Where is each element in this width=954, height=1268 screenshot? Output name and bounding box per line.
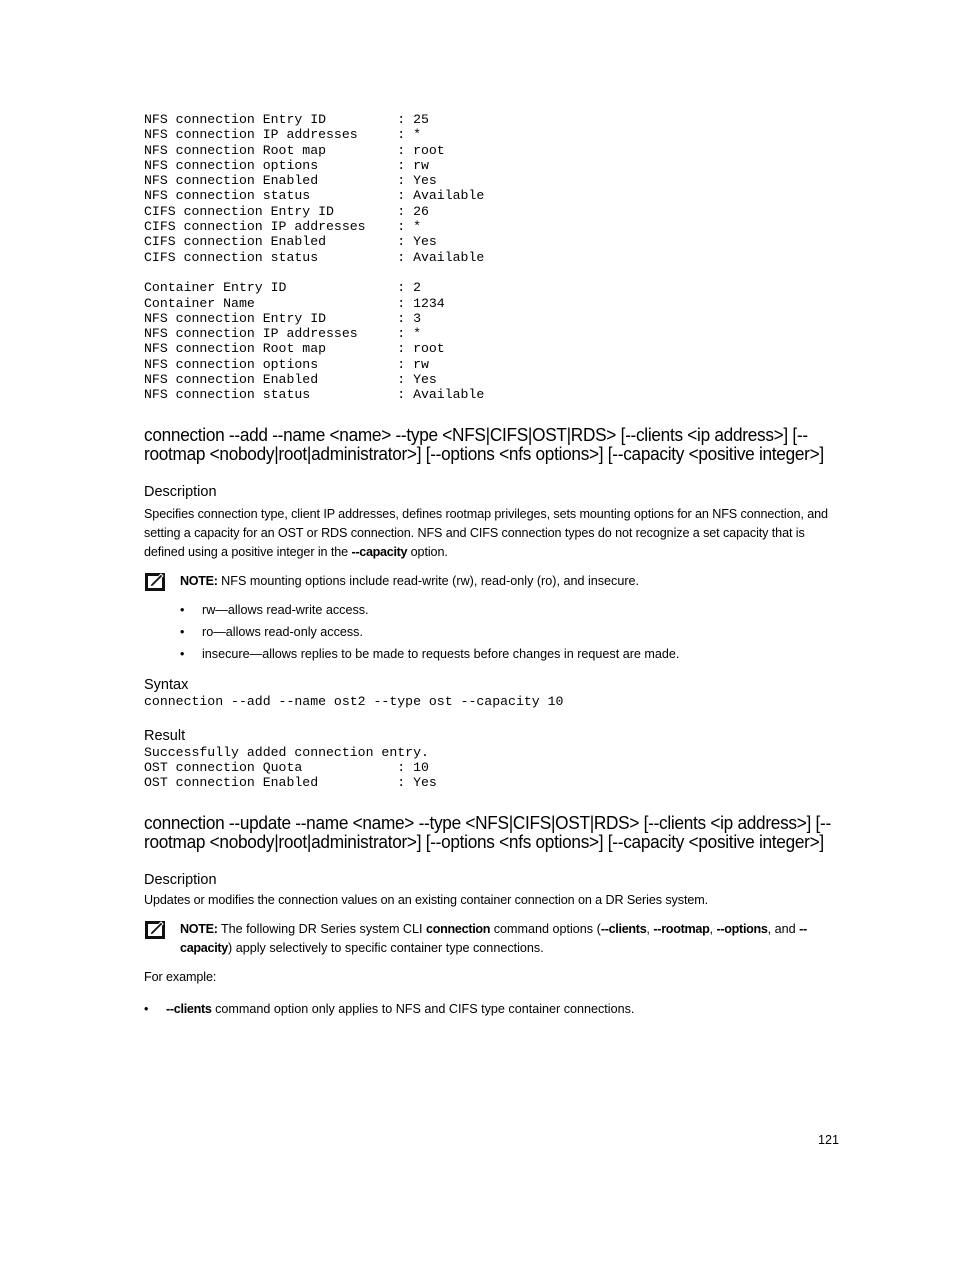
bullet-icon: • [180,647,185,662]
note-box [144,920,844,958]
list-item: • insecure—allows replies to be made to requests before changes in request are made. [144,645,844,664]
list-item: • ro—allows read-only access. [144,623,844,642]
list-item: • rw—allows read-write access. [144,601,844,620]
description-text: Specifies connection type, client IP addresses, defines rootmap privileges, sets mounting options for an NFS connection, and setting a capacity for an OST or RDS connection. NFS and CIFS connection types do not recognize a set capacity that is defined using a positive integer in the --capacity option. [144,506,828,559]
note-box [144,572,844,591]
list-item: • --clients command option only applies to NFS and CIFS type container connections. [144,1000,844,1019]
section-heading-connection-add: connection --add --name <name> --type <NFS|CIFS|OST|RDS> [--clients <ip address>] [--rootmap <nobody|root|administrator>] [--options <nfs options>] [--capacity <positive integer>] [144,423,824,465]
note-text: NOTE: NFS mounting options include read-write (rw), read-only (ro), and insecure. [180,573,640,588]
note-pencil-icon [144,572,166,592]
section-heading-connection-update: connection --update --name <name> --type <NFS|CIFS|OST|RDS> [--clients <ip address>] [--rootmap <nobody|root|administrator>] [--options <nfs options>] [--capacity <positive integer>] [144,811,831,853]
syntax-code: connection --add --name ost2 --type ost --capacity 10 [144,693,564,709]
syntax-heading: Syntax [144,676,189,693]
description-heading: Description [144,871,217,888]
description-text: Updates or modifies the connection values on an existing container connection on a DR Series system. [144,892,709,907]
mount-options-list [144,601,844,665]
bullet-icon: • [144,1001,149,1016]
bullet-icon: • [180,624,185,639]
note-pencil-icon [144,920,166,940]
example-label: For example: [144,969,217,984]
description-heading: Description [144,483,217,500]
example-list [144,1000,844,1019]
page-number: 121 [818,1133,840,1147]
output-block-1: NFS connection Entry ID : 25 NFS connection IP addresses : * NFS connection Root map : root NFS connection options : rw NFS connection Enabled : Yes NFS connection status : Available CIFS connection Entry ID : 26 CIFS connection IP addresses : * CIFS connection Enabled : Yes CIFS connection status : Available Container Entry ID : 2 Container Name : 1234 NFS connection Entry ID : 3 NFS connection IP addresses : * NFS connection Root map : root NFS connection options : rw NFS connection Enabled : Yes NFS connection status : Available [144,112,485,403]
bullet-icon: • [180,602,185,617]
note-text: NOTE: The following DR Series system CLI connection command options (--clients, --rootmap, --options, and --capacity) apply selectively to specific container type connections. [180,921,807,955]
result-code: Successfully added connection entry. OST connection Quota : 10 OST connection Enabled : Yes [144,744,437,791]
result-heading: Result [144,727,186,744]
page-content [144,112,844,1022]
